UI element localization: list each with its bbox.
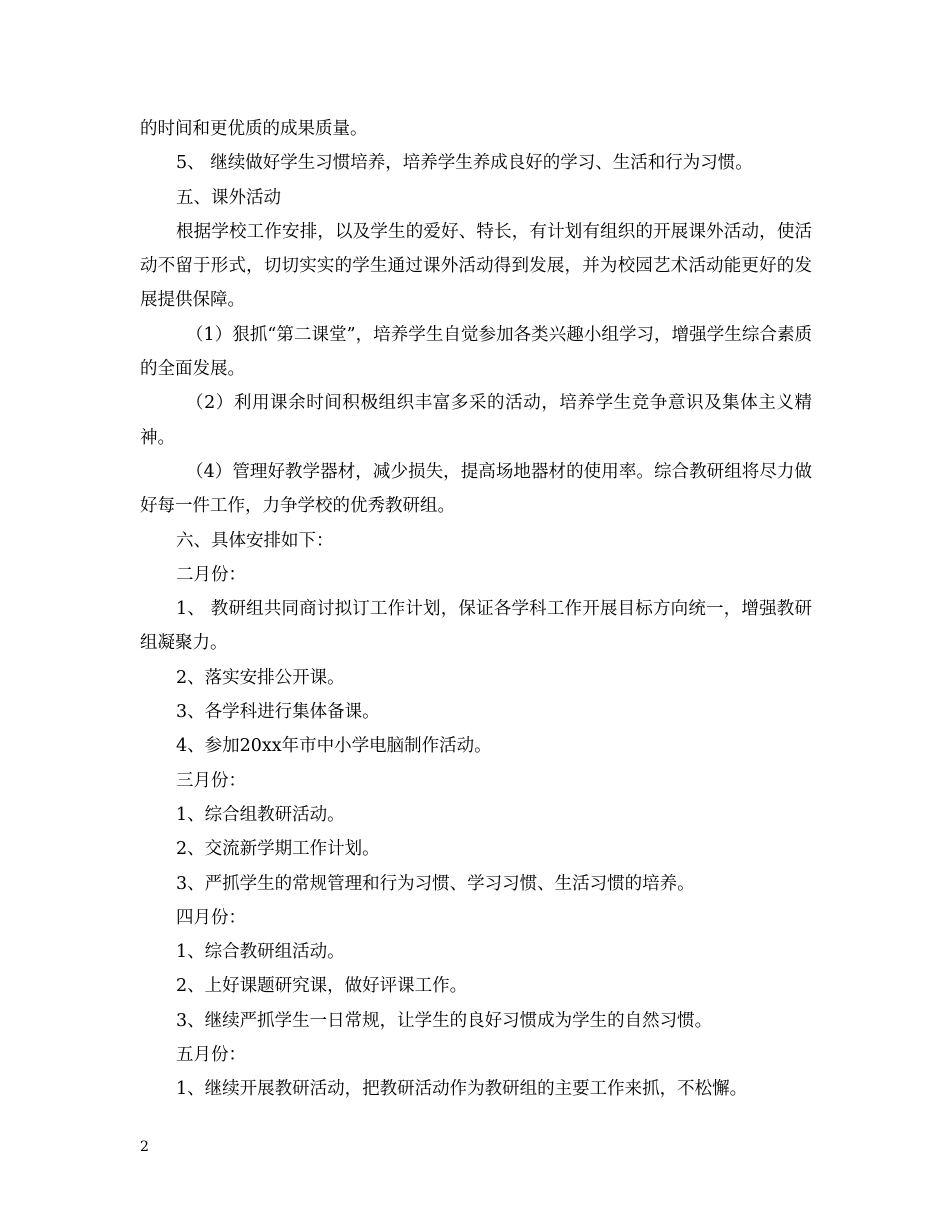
document-body	[140, 112, 812, 1107]
paragraph-extracurricular: 根据学校工作安排，以及学生的爱好、特长，有计划有组织的开展课外活动，使活动不留于形式，切切实实的学生通过课外活动得到发展，并为校园艺术活动能更好的发展提供保障。	[140, 221, 812, 311]
list-item-habits: 5、 继续做好学生习惯培养，培养学生养成良好的学习、生活和行为习惯。	[176, 153, 753, 174]
month-heading-may: 五月份：	[176, 1045, 246, 1066]
section-heading-schedule: 六、具体安排如下：	[176, 530, 334, 551]
list-item: 1、综合组教研活动。	[176, 804, 345, 825]
list-item: 1、综合教研组活动。	[176, 942, 345, 963]
list-item: 3、严抓学生的常规管理和行为习惯、学习习惯、生活习惯的培养。	[176, 873, 695, 894]
list-item: 4、参加20xx年市中小学电脑制作活动。	[176, 736, 492, 757]
list-item: 2、上好课题研究课，做好评课工作。	[176, 976, 468, 997]
list-item: 2、交流新学期工作计划。	[176, 839, 380, 860]
page-number: 2	[140, 1139, 149, 1155]
list-item: 1、 教研组共同商讨拟订工作计划，保证各学科工作开展目标方向统一，增强教研组凝聚力。	[140, 599, 812, 654]
section-heading-extracurricular: 五、课外活动	[176, 187, 281, 208]
list-item: 3、各学科进行集体备课。	[176, 702, 380, 723]
paragraph-continued: 的时间和更优质的成果质量。	[140, 119, 368, 139]
list-item-second-classroom: （1）狠抓“第二课堂”，培养学生自觉参加各类兴趣小组学习，增强学生综合素质的全面发展。	[140, 324, 812, 380]
month-heading-march: 三月份：	[176, 770, 246, 791]
list-item: 3、继续严抓学生一日常规，让学生的良好习惯成为学生的自然习惯。	[176, 1010, 713, 1031]
month-heading-april: 四月份：	[176, 907, 246, 928]
list-item: 2、落实安排公开课。	[176, 667, 345, 688]
month-heading-february: 二月份：	[176, 564, 246, 585]
list-item: 1、继续开展教研活动，把教研活动作为教研组的主要工作来抓，不松懈。	[176, 1079, 748, 1100]
list-item-equipment: （4）管理好教学器材，减少损失，提高场地器材的使用率。综合教研组将尽力做好每一件工作，力争学校的优秀教研组。	[140, 461, 812, 517]
list-item-activities: （2）利用课余时间积极组织丰富多采的活动，培养学生竞争意识及集体主义精神。	[140, 393, 812, 448]
